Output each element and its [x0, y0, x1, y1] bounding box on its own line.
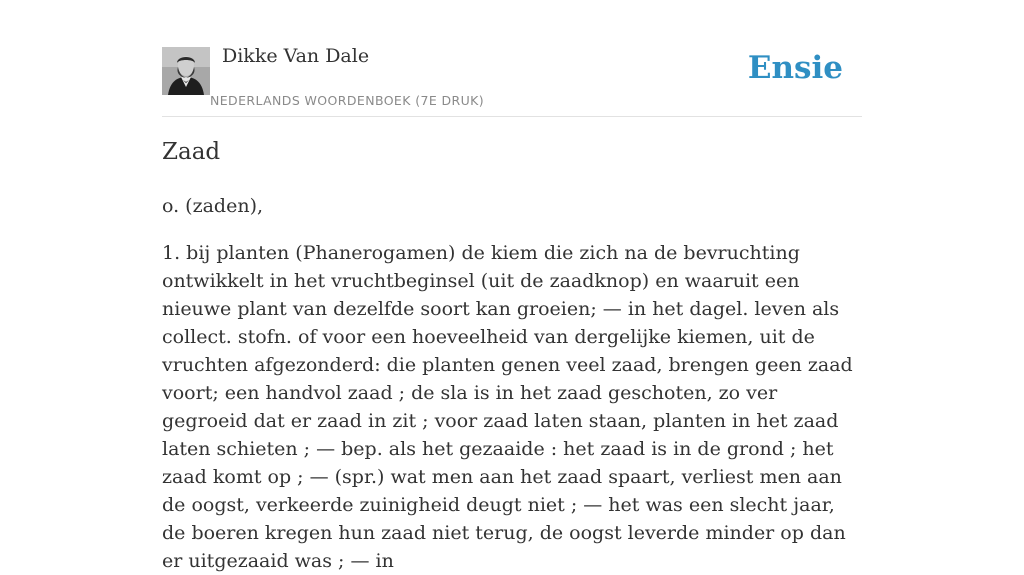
brand-logo[interactable]: Ensie — [747, 50, 843, 86]
author-avatar[interactable] — [162, 47, 210, 95]
page — [162, 0, 862, 572]
entry-definition: 1. bij planten (Phanerogamen) de kiem die zich na de bevruchting ontwikkelt in het vruchtbeginsel (uit de zaadknop) en waaruit een nieuwe plant van dezelfde soort kan groeien; — in het dagel. leven als collect. stofn. of voor een hoeveelheid van dergelijke kiemen, uit de vruchten afgezonderd: die planten genen veel zaad, brengen geen zaad voort; een handvol zaad ; de sla is in het zaad geschoten, zo ver gegroeid dat er zaad in zit ; voor zaad laten staan, planten in het zaad laten schieten ; — bep. als het gezaaide : het zaad is in de grond ; het zaad komt op ; — (spr.) wat men aan het zaad spaart, verliest men aan de oogst, verkeerde zuinigheid deugt niet ; — het was een slecht jaar, de boeren kregen hun zaad niet terug, de oogst leverde minder op dan er uitgezaaid was ; — in — [162, 242, 853, 572]
entry-grammar: o. (zaden), — [162, 195, 264, 217]
source-label[interactable]: NEDERLANDS WOORDENBOEK (7E DRUK) — [210, 93, 485, 108]
author-name[interactable]: Dikke Van Dale — [222, 45, 370, 67]
portrait-photo-icon — [162, 47, 210, 95]
entry-title: Zaad — [162, 139, 221, 165]
header — [162, 0, 862, 117]
